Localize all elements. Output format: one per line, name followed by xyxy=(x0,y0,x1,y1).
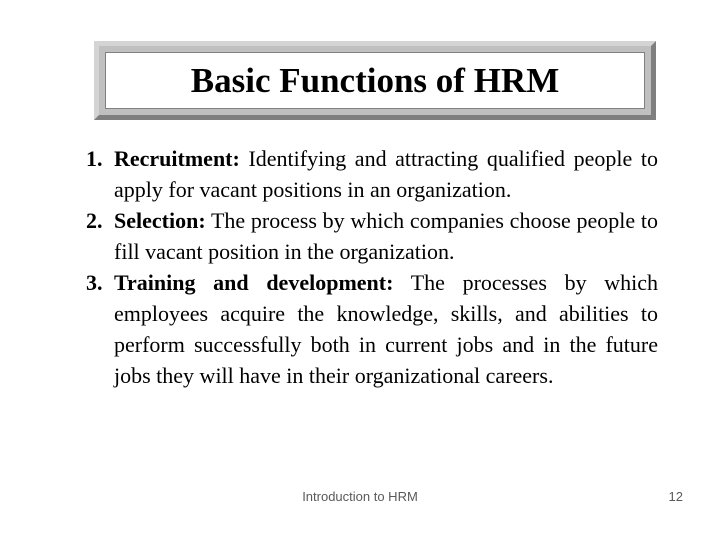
list-item xyxy=(78,143,658,205)
page-number: 12 xyxy=(668,489,683,504)
item-term: Recruitment: xyxy=(114,146,240,171)
list-item xyxy=(78,267,658,391)
title-frame xyxy=(94,41,656,120)
item-term: Selection: xyxy=(114,208,206,233)
functions-list xyxy=(78,143,658,391)
item-number: 2. xyxy=(86,208,103,233)
item-number: 3. xyxy=(86,270,103,295)
slide-title: Basic Functions of HRM xyxy=(190,61,560,100)
list-item xyxy=(78,205,658,267)
item-description: The processes by which employees acquire the knowledge, skills, and abilities to perform successfully both in current jobs and in the future jobs they will have in their organizational careers. xyxy=(114,270,659,388)
item-term: Training and development: xyxy=(114,270,394,295)
item-description: Identifying and attracting qualified people to apply for vacant positions in an organization. xyxy=(114,146,658,202)
item-description: The process by which companies choose people to fill vacant position in the organization. xyxy=(114,208,658,264)
title-panel xyxy=(105,52,645,109)
footer-text: Introduction to HRM xyxy=(302,489,418,504)
item-number: 1. xyxy=(86,146,103,171)
